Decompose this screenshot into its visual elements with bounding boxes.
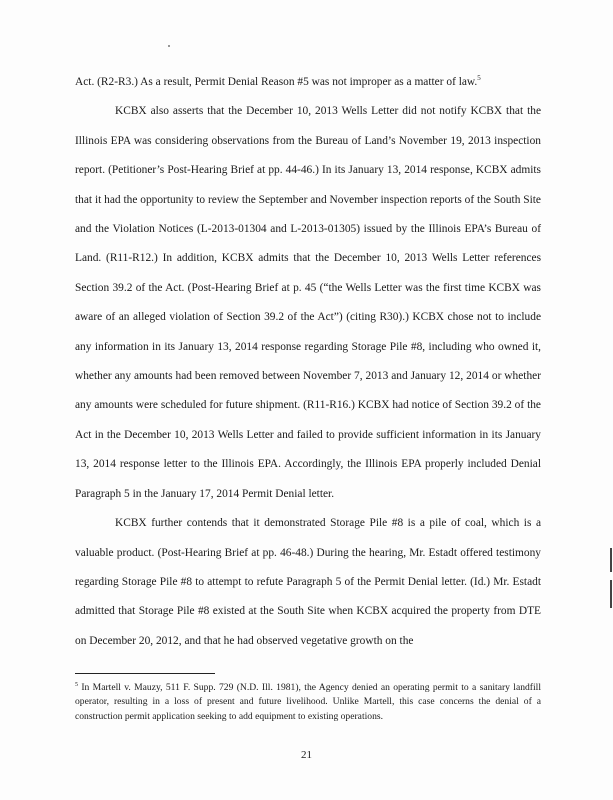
scan-edge-mark	[610, 548, 612, 572]
page-number: 21	[301, 749, 312, 761]
footnote-ref: 5	[477, 74, 481, 82]
scan-edge-mark	[610, 580, 612, 608]
paragraph-2: KCBX also asserts that the December 10, 2013 Wells Letter did not notify KCBX that the Illinois EPA was considering observations from the Bureau of Land’s November 19, 2013 inspection report. (Petitioner’s Post-Hearing Brief at pp. 44-46.) In its January 13, 2014 response, KCBX admits that it had the opportunity to review the September and November inspection reports of the South Site and the Violation Notices (L-2013-01304 and L-2013-01305) issued by the Illinois EPA’s Bureau of Land. (R11-R12.) In addition, KCBX admits that the December 10, 2013 Wells Letter references Section 39.2 of the Act. (Post-Hearing Brief at p. 45 (“the Wells Letter was the first time KCBX was aware of an alleged violation of Section 39.2 of the Act”) (citing R30).) KCBX chose not to include any information in its January 13, 2014 response regarding Storage Pile #8, including who owned it, whether any amounts had been removed between November 7, 2013 and January 12, 2014 or whether any amounts were scheduled for future shipment. (R11-R16.) KCBX had notice of Section 39.2 of the Act in the December 10, 2013 Wells Letter and failed to provide sufficient information in its January 13, 2014 response letter to the Illinois EPA. Accordingly, the Illinois EPA properly included Denial Paragraph 5 in the January 17, 2014 Permit Denial letter.	[75, 105, 541, 500]
footnote-divider	[75, 673, 215, 674]
footnote-text: In Martell v. Mauzy, 511 F. Supp. 729 (N.D. Ill. 1981), the Agency denied an operating permit to a sanitary landfill operator, resulting in a loss of present and future livelihood. Unlike Martell, this case concerns the denial of a construction permit application seeking to add equipment to existing operations.	[75, 682, 541, 722]
paragraph-1: Act. (R2-R3.) As a result, Permit Denial Reason #5 was not improper as a matter of law.$^5$	[75, 74, 481, 88]
footnote	[75, 681, 541, 724]
scan-speck	[168, 45, 170, 47]
footnote-number: 5	[75, 682, 78, 688]
body-text	[75, 68, 541, 656]
paragraph-3: KCBX further contends that it demonstrated Storage Pile #8 is a pile of coal, which is a valuable product. (Post-Hearing Brief at pp. 46-48.) During the hearing, Mr. Estadt offered testimony regarding Storage Pile #8 to attempt to refute Paragraph 5 of the Permit Denial letter. (Id.) Mr. Estadt admitted that Storage Pile #8 existed at the South Site when KCBX acquired the property from DTE on December 20, 2012, and that he had observed vegetative growth on the	[75, 517, 541, 647]
